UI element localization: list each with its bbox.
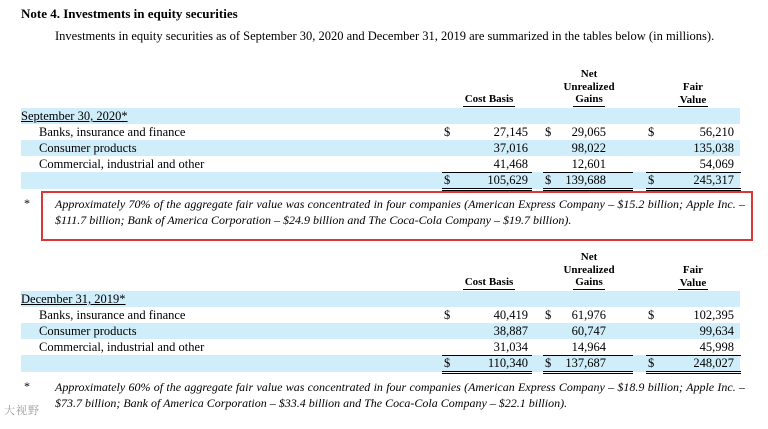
total-cost: 110,340 bbox=[487, 356, 528, 370]
intro-paragraph: Investments in equity securities as of September 30, 2020 and December 31, 2019 are summarized in the tables below (in millions). bbox=[55, 29, 715, 43]
currency-symbol: $ bbox=[444, 125, 451, 139]
table-row bbox=[21, 124, 740, 141]
currency-symbol: $ bbox=[444, 308, 451, 322]
cost-value: 40,419 bbox=[493, 308, 528, 322]
note-title: Note 4. Investments in equity securities bbox=[21, 6, 238, 21]
header-fair-value: Fair Value bbox=[679, 81, 707, 106]
date-label: September 30, 2020* bbox=[21, 109, 128, 123]
gains-value: 60,747 bbox=[571, 324, 606, 338]
date-label: December 31, 2019* bbox=[21, 292, 126, 306]
row-label: Banks, insurance and finance bbox=[39, 125, 186, 139]
currency-symbol: $ bbox=[545, 308, 552, 322]
highlight-box bbox=[41, 191, 753, 241]
header-cost-basis: Cost Basis bbox=[464, 276, 514, 288]
currency-symbol: $ bbox=[648, 125, 655, 139]
cost-value: 27,145 bbox=[493, 125, 528, 139]
currency-symbol: $ bbox=[444, 356, 451, 370]
fair-value: 54,069 bbox=[699, 157, 734, 171]
footnote-marker: * bbox=[24, 196, 30, 210]
fair-value: 135,038 bbox=[693, 141, 734, 155]
cost-value: 37,016 bbox=[493, 141, 528, 155]
table-row bbox=[21, 339, 740, 356]
currency-symbol: $ bbox=[648, 308, 655, 322]
fair-value: 45,998 bbox=[699, 340, 734, 354]
total-gains: 139,688 bbox=[565, 173, 606, 187]
row-label: Consumer products bbox=[39, 141, 137, 155]
currency-symbol: $ bbox=[545, 173, 552, 187]
date-row bbox=[21, 108, 740, 125]
gains-value: 29,065 bbox=[571, 125, 606, 139]
footnote-2020: Approximately 70% of the aggregate fair value was concentrated in four companies (American Express Company – $15.2 billion; Apple Inc. – $111.7 billion; Bank of America Corporation – $24.9 billion and The Coca-Cola Company – $19.7 billion). bbox=[55, 197, 745, 227]
total-fair: 245,317 bbox=[693, 173, 734, 187]
watermark: 大视野 bbox=[4, 404, 40, 417]
total-row bbox=[21, 172, 740, 189]
table-row bbox=[21, 156, 740, 173]
row-label: Commercial, industrial and other bbox=[39, 340, 205, 354]
total-cost: 105,629 bbox=[487, 173, 528, 187]
currency-symbol: $ bbox=[545, 356, 552, 370]
table-row bbox=[21, 323, 740, 340]
gains-value: 12,601 bbox=[571, 157, 606, 171]
currency-symbol: $ bbox=[444, 173, 451, 187]
fair-value: 102,395 bbox=[693, 308, 734, 322]
gains-value: 61,976 bbox=[571, 308, 606, 322]
currency-symbol: $ bbox=[545, 125, 552, 139]
date-row bbox=[21, 291, 740, 308]
table-row bbox=[21, 140, 740, 157]
currency-symbol: $ bbox=[648, 356, 655, 370]
table-row bbox=[21, 307, 740, 324]
total-fair: 248,027 bbox=[693, 356, 734, 370]
header-fair-value: Fair Value bbox=[679, 264, 707, 289]
cost-value: 41,468 bbox=[493, 157, 528, 171]
fair-value: 99,634 bbox=[699, 324, 734, 338]
cost-value: 31,034 bbox=[493, 340, 528, 354]
header-cost-basis: Cost Basis bbox=[464, 93, 514, 105]
header-net-unrealized-gains: Net Unrealized Gains bbox=[563, 251, 615, 288]
gains-value: 98,022 bbox=[571, 141, 606, 155]
footnote-marker: * bbox=[24, 379, 30, 393]
row-label: Banks, insurance and finance bbox=[39, 308, 186, 322]
row-label: Consumer products bbox=[39, 324, 137, 338]
currency-symbol: $ bbox=[648, 173, 655, 187]
gains-value: 14,964 bbox=[571, 340, 606, 354]
total-gains: 137,687 bbox=[565, 356, 606, 370]
cost-value: 38,887 bbox=[493, 324, 528, 338]
fair-value: 56,210 bbox=[699, 125, 734, 139]
total-row bbox=[21, 355, 740, 372]
row-label: Commercial, industrial and other bbox=[39, 157, 205, 171]
footnote-2019: Approximately 60% of the aggregate fair value was concentrated in four companies (American Express Company – $18.9 billion; Apple Inc. – $73.7 billion; Bank of America Corporation – $33.4 billion and The Coca-Cola Company – $22.1 billion). bbox=[55, 380, 745, 410]
header-net-unrealized-gains: Net Unrealized Gains bbox=[563, 68, 615, 105]
